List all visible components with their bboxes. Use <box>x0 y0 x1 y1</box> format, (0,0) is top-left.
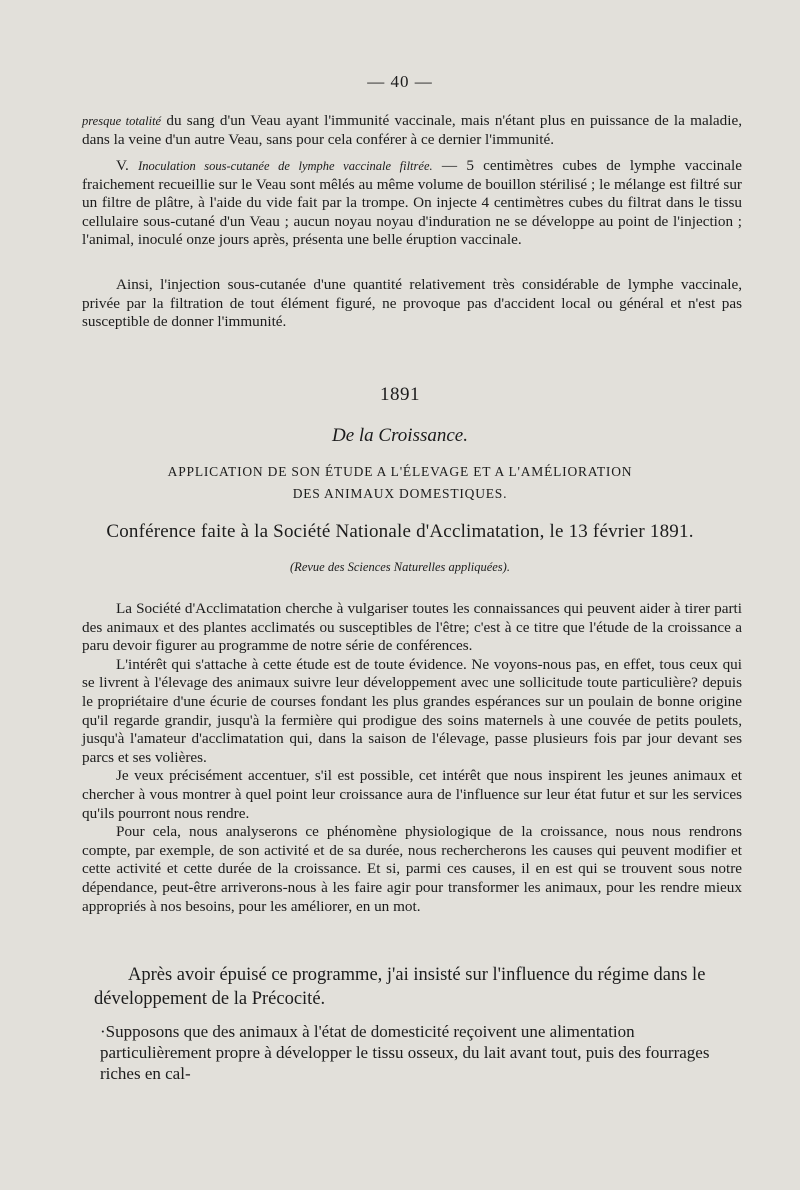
conclusion-paragraph <box>82 276 742 332</box>
page-number: — 40 — <box>367 72 433 91</box>
subtitle-line-2: DES ANIMAUX DOMESTIQUES. <box>292 486 508 501</box>
section-v-text: — 5 centimètres cubes de lymphe vaccinale fraichement recueillie sur le Veau sont mêlés au même volume de bouillon stérilisé ; le mélange est filtré sur un filtre de plâtre, à l'aide du vide fait par la trompe. On injecte 4 centimètres cubes du filtrat dans le tissu cellulaire sous-cutané d'un Veau ; aucun noyau noyau d'induration ne se développe au point de l'injection ; l'animal, inoculé onze jours après, présenta une belle éruption vaccinale. <box>82 157 742 249</box>
paragraph: La Société d'Acclimatation cherche à vulgariser toutes les connaissances qui peuvent aider à tirer parti des animaux et des plantes acclimatés ou susceptibles de l'être; c'est à ce titre que l'étude de la croissance a paru devoir figurer au programme de notre série de conférences. <box>82 600 742 655</box>
paragraph: L'intérêt qui s'attache à cette étude est de toute évidence. Ne voyons-nous pas, en effet, tous ceux qui se livrent à l'élevage des animaux suivre leur développement avec une sollicitude toute particulière? depuis le propriétaire d'une écurie de courses fondant les plus grandes espérances sur un poulain de bonne origine qu'il regarde grandir, jusqu'à la fermière qui prodigue des soins maternels à une couvée de petits poulets, jusqu'à l'amateur d'acclimatation qui, dans la saison de l'élevage, passe plusieurs fois par jour devant ses parcs et ses volières. <box>82 655 742 766</box>
intro-italic-lead: presque totalité <box>82 114 162 128</box>
section-v-title: Inoculation sous-cutanée de lymphe vaccinale filtrée. <box>138 159 433 173</box>
body-text <box>82 600 742 916</box>
section-v-paragraph <box>82 157 742 250</box>
paragraph: Je veux précisément accentuer, s'il est possible, cet intérêt que nous inspirent les jeunes animaux et chercher à vous montrer à quel point leur croissance aura de l'influence sur leur état futur et sur les services qu'ils pourront nous rendre. <box>82 767 742 822</box>
large-note: Après avoir épuisé ce programme, j'ai insisté sur l'influence du régime dans le développement de la Précocité. <box>94 965 706 1009</box>
paragraph: Pour cela, nous analyserons ce phénomène physiologique de la croissance, nous nous rendrons compte, par exemple, de son activité et de sa durée, nous rechercherons les causes qui peuvent modifier et cette activité et cette durée de la croissance. Et si, parmi ces causes, il en est qui se trouvent sous notre dépendance, peut-être arriverons-nous à les faire agir pour transformer les animaux, pour les rendre mieux appropriés à nos besoins, pour les améliorer, en un mot. <box>82 823 742 915</box>
source-citation: (Revue des Sciences Naturelles appliquées). <box>290 560 510 574</box>
subtitle-line-1: APPLICATION DE SON ÉTUDE A L'ÉLEVAGE ET A L'AMÉLIORATION <box>167 464 633 479</box>
large-paragraph: ·Supposons que des animaux à l'état de domesticité reçoivent une alimentation particulièrement propre à développer le tissu osseux, du lait avant tout, puis des fourrages riches en cal- <box>100 1022 710 1083</box>
year-heading: 1891 <box>380 384 420 405</box>
conference-line: Conférence faite à la Société Nationale d'Acclimatation, le 13 février 1891. <box>106 521 694 542</box>
article-title: De la Croissance. <box>332 425 468 446</box>
intro-text: du sang d'un Veau ayant l'immunité vaccinale, mais n'étant plus en puissance de la maladie, dans la veine d'un autre Veau, sans pour cela conférer à ce dernier l'immunité. <box>82 112 743 148</box>
intro-paragraph <box>82 112 742 149</box>
conclusion-text: Ainsi, l'injection sous-cutanée d'une quantité relativement très considérable de lymphe vaccinale, privée par la filtration de tout élément figuré, ne provoque pas d'accident local ou général et n'est pas susceptible de donner l'immunité. <box>82 276 742 331</box>
section-v-label: V. <box>116 157 139 174</box>
